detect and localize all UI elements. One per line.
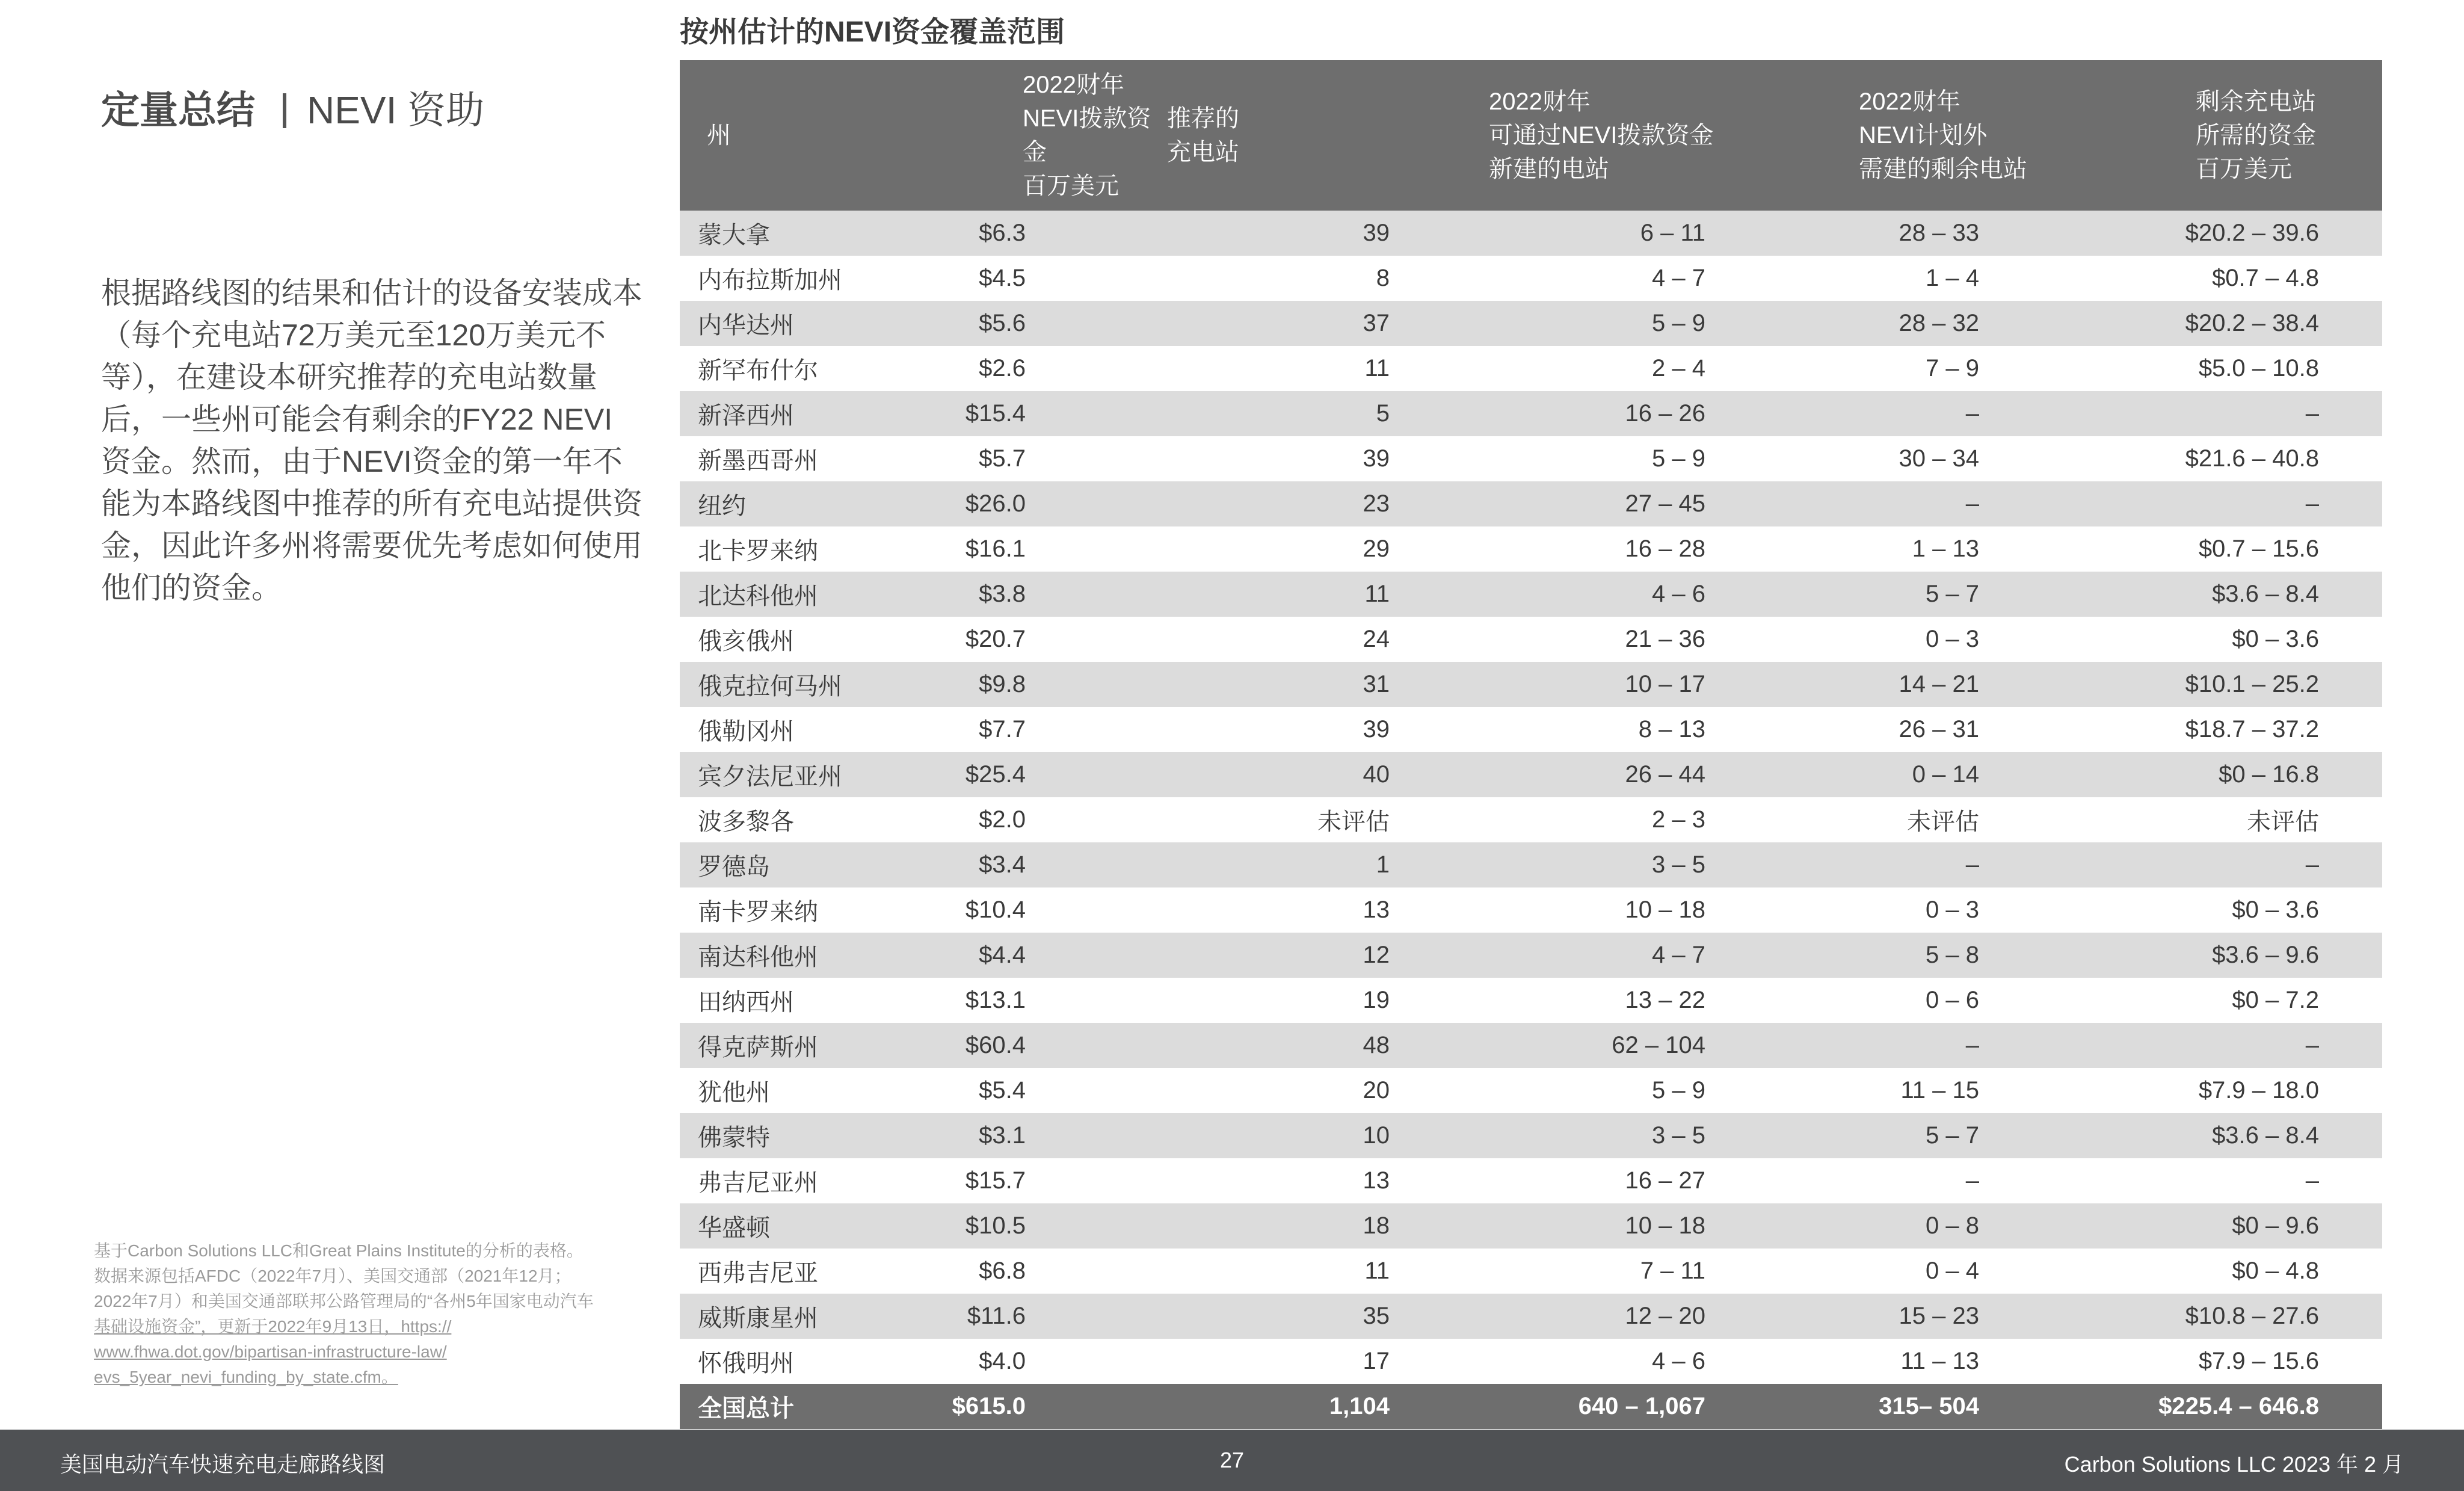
state-cell: 俄亥俄州: [698, 628, 794, 655]
state-cell: 新罕布什尔: [698, 357, 818, 384]
section-title: [101, 79, 484, 135]
table-row: [680, 1294, 2382, 1339]
stations-cell: 19: [1363, 987, 1390, 1013]
table-row: [680, 301, 2382, 346]
remaining-cell: –: [1965, 490, 1979, 517]
stations-cell: 17: [1363, 1348, 1390, 1374]
new-stations-cell: 16 – 28: [1625, 536, 1705, 562]
footer-publisher-date: Carbon Solutions LLC 2023 年 2 月: [2064, 1452, 2404, 1477]
table-row: [680, 481, 2382, 526]
needed-funds-cell: –: [2305, 1167, 2319, 1194]
table-row: [680, 842, 2382, 887]
stations-cell: 13: [1363, 1167, 1390, 1194]
footnote-line: 基础设施资金”，更新于2022年9月13日，https://: [94, 1317, 452, 1336]
fund-cell: $3.4: [979, 851, 1026, 878]
stations-cell: 24: [1363, 626, 1390, 652]
header-line: 2022财年: [1489, 88, 1591, 115]
new-stations-cell: 5 – 9: [1652, 1077, 1705, 1104]
stations-cell: 29: [1363, 536, 1390, 562]
new-stations-cell: 4 – 6: [1652, 1348, 1705, 1374]
new-stations-cell: 5 – 9: [1652, 445, 1705, 472]
fund-cell: $15.4: [965, 400, 1026, 427]
state-cell: 内布拉斯加州: [698, 267, 842, 294]
remaining-cell: 5 – 7: [1926, 1122, 1979, 1149]
needed-funds-cell: –: [2305, 851, 2319, 878]
fund-cell: $11.6: [967, 1303, 1026, 1329]
header-line: 百万美元: [2196, 156, 2292, 182]
remaining-cell: 1 – 13: [1912, 536, 1979, 562]
fund-cell: $9.8: [979, 671, 1026, 697]
state-cell: 俄勒冈州: [698, 718, 794, 745]
stations-cell: 11: [1364, 355, 1390, 381]
fund-cell: $20.7: [965, 626, 1026, 652]
stations-cell: 39: [1363, 716, 1390, 742]
needed-funds-cell: –: [2305, 400, 2319, 427]
stations-cell: 35: [1363, 1303, 1390, 1329]
new-stations-cell: 2 – 4: [1652, 355, 1705, 381]
stations-cell: 未评估: [1317, 809, 1390, 835]
footnote-link[interactable]: evs_5year_nevi_funding_by_state.cfm。: [94, 1368, 398, 1386]
fund-cell: $25.4: [965, 761, 1026, 788]
state-cell: 华盛顿: [698, 1215, 770, 1241]
source-footnote: [94, 1238, 647, 1390]
total-stations: 1,104: [1329, 1393, 1390, 1419]
state-cell: 北卡罗来纳: [698, 538, 818, 564]
state-cell: 威斯康星州: [698, 1305, 818, 1332]
needed-funds-cell: –: [2305, 1032, 2319, 1058]
needed-funds-cell: $0 – 16.8: [2219, 761, 2319, 788]
needed-funds-cell: $0 – 3.6: [2232, 626, 2319, 652]
remaining-cell: 0 – 8: [1926, 1212, 1979, 1239]
table-row: [680, 1113, 2382, 1158]
state-cell: 俄克拉何马州: [698, 673, 842, 700]
new-stations-cell: 5 – 9: [1652, 310, 1705, 336]
needed-funds-cell: $5.0 – 10.8: [2198, 355, 2319, 381]
table-row: [680, 436, 2382, 481]
table-row: [680, 752, 2382, 797]
stations-cell: 39: [1363, 220, 1390, 246]
new-stations-cell: 10 – 17: [1625, 671, 1705, 697]
table-row: [680, 346, 2382, 391]
header-line: NEVI计划外: [1859, 122, 1988, 149]
table-row: [680, 662, 2382, 707]
state-cell: 新泽西州: [698, 403, 794, 429]
header-line: 所需的资金: [2196, 122, 2316, 149]
stations-cell: 11: [1364, 581, 1390, 607]
needed-funds-cell: $10.8 – 27.6: [2185, 1303, 2319, 1329]
new-stations-cell: 13 – 22: [1625, 987, 1705, 1013]
needed-funds-cell: $0 – 7.2: [2232, 987, 2319, 1013]
state-cell: 怀俄明州: [698, 1350, 794, 1377]
fund-cell: $13.1: [965, 987, 1026, 1013]
remaining-cell: –: [1965, 1032, 1979, 1058]
remaining-cell: 11 – 13: [1900, 1348, 1979, 1374]
new-stations-cell: 10 – 18: [1625, 897, 1705, 923]
table-header-row: [680, 60, 2382, 211]
table-row: [680, 887, 2382, 933]
remaining-cell: –: [1965, 851, 1979, 878]
remaining-cell: 5 – 7: [1926, 581, 1979, 607]
total-label: 全国总计: [698, 1395, 794, 1422]
remaining-cell: 0 – 14: [1912, 761, 1979, 788]
remaining-cell: 11 – 15: [1900, 1077, 1979, 1104]
fund-cell: $2.6: [979, 355, 1026, 381]
needed-funds-cell: $0 – 3.6: [2232, 897, 2319, 923]
stations-cell: 39: [1363, 445, 1390, 472]
needed-funds-cell: $0.7 – 4.8: [2212, 265, 2319, 291]
state-cell: 弗吉尼亚州: [698, 1170, 818, 1196]
state-cell: 新墨西哥州: [698, 448, 818, 474]
new-stations-cell: 4 – 7: [1652, 265, 1705, 291]
stations-cell: 23: [1363, 490, 1390, 517]
new-stations-cell: 10 – 18: [1625, 1212, 1705, 1239]
remaining-cell: 0 – 3: [1926, 626, 1979, 652]
table-title: 按州估计的NEVI资金覆盖范围: [680, 16, 1065, 48]
needed-funds-cell: $3.6 – 8.4: [2212, 581, 2319, 607]
remaining-cell: 15 – 23: [1899, 1303, 1979, 1329]
state-cell: 内华达州: [698, 312, 794, 339]
footnote-line: 基于Carbon Solutions LLC和Great Plains Institute的分析的表格。: [94, 1241, 584, 1260]
needed-funds-cell: $7.9 – 15.6: [2198, 1348, 2319, 1374]
new-stations-cell: 8 – 13: [1638, 716, 1705, 742]
state-cell: 纽约: [698, 493, 746, 519]
stations-cell: 31: [1363, 671, 1390, 697]
new-stations-cell: 4 – 6: [1652, 581, 1705, 607]
table-row: [680, 1203, 2382, 1249]
table-row: [680, 707, 2382, 752]
table-row: [680, 211, 2382, 256]
fund-cell: $10.4: [965, 897, 1026, 923]
needed-funds-cell: $0.7 – 15.6: [2198, 536, 2319, 562]
fund-cell: $60.4: [965, 1032, 1026, 1058]
state-cell: 得克萨斯州: [698, 1034, 818, 1061]
section-title-bold: 定量总结: [101, 88, 255, 132]
section-title-subtitle: NEVI 资助: [307, 88, 485, 132]
state-cell: 南卡罗来纳: [698, 899, 818, 925]
remaining-cell: 28 – 33: [1899, 220, 1979, 246]
remaining-cell: 0 – 6: [1926, 987, 1979, 1013]
fund-cell: $6.3: [979, 220, 1026, 246]
needed-funds-cell: $0 – 9.6: [2232, 1212, 2319, 1239]
header-remaining-stations: [1739, 60, 2081, 211]
fund-cell: $10.5: [965, 1212, 1026, 1239]
new-stations-cell: 7 – 11: [1640, 1258, 1705, 1284]
new-stations-cell: 27 – 45: [1625, 490, 1705, 517]
remaining-cell: –: [1965, 400, 1979, 427]
table-row: [680, 797, 2382, 842]
remaining-cell: 30 – 34: [1899, 445, 1979, 472]
stations-cell: 1: [1376, 851, 1390, 878]
header-needed-funds: [2081, 60, 2382, 211]
nevi-funding-table: [680, 60, 2382, 1429]
needed-funds-cell: $18.7 – 37.2: [2185, 716, 2319, 742]
needed-funds-cell: $20.2 – 39.6: [2185, 220, 2319, 246]
remaining-cell: 0 – 4: [1926, 1258, 1979, 1284]
new-stations-cell: 3 – 5: [1652, 1122, 1705, 1149]
needed-funds-cell: $3.6 – 9.6: [2212, 942, 2319, 968]
header-state: 州: [707, 122, 731, 149]
fund-cell: $16.1: [965, 536, 1026, 562]
fund-cell: $4.5: [979, 265, 1026, 291]
stations-cell: 13: [1363, 897, 1390, 923]
header-line: 推荐的: [1167, 105, 1239, 132]
stations-cell: 5: [1376, 400, 1390, 427]
new-stations-cell: 26 – 44: [1625, 761, 1705, 788]
remaining-cell: 26 – 31: [1899, 716, 1979, 742]
fund-cell: $15.7: [965, 1167, 1026, 1194]
fund-cell: $3.1: [979, 1122, 1026, 1149]
fund-cell: $4.0: [979, 1348, 1026, 1374]
state-cell: 蒙大拿: [698, 222, 770, 248]
stations-cell: 48: [1363, 1032, 1390, 1058]
header-line: NEVI拨款资金: [1023, 105, 1151, 165]
needed-funds-cell: 未评估: [2247, 809, 2319, 835]
needed-funds-cell: $10.1 – 25.2: [2185, 671, 2319, 697]
table-row: [680, 391, 2382, 436]
remaining-cell: 28 – 32: [1899, 310, 1979, 336]
fund-cell: $26.0: [965, 490, 1026, 517]
remaining-cell: –: [1965, 1167, 1979, 1194]
header-line: 需建的剩余电站: [1859, 156, 2027, 182]
state-cell: 北达科他州: [698, 583, 818, 610]
table-row: [680, 256, 2382, 301]
remaining-cell: 7 – 9: [1926, 355, 1979, 381]
state-cell: 罗德岛: [698, 854, 770, 880]
table-row: [680, 526, 2382, 572]
state-cell: 田纳西州: [698, 989, 794, 1016]
table-row: [680, 978, 2382, 1023]
total-remaining: 315– 504: [1879, 1393, 1979, 1419]
header-line: 可通过NEVI拨款资金: [1489, 122, 1714, 149]
footnote-line: 2022年7月）和美国交通部联邦公路管理局的“各州5年国家电动汽车: [94, 1292, 594, 1310]
stations-cell: 40: [1363, 761, 1390, 788]
new-stations-cell: 3 – 5: [1652, 851, 1705, 878]
state-cell: 西弗吉尼亚: [698, 1260, 818, 1286]
needed-funds-cell: $21.6 – 40.8: [2185, 445, 2319, 472]
table-row: [680, 617, 2382, 662]
footnote-line: 数据来源包括AFDC（2022年7月）、美国交通部（2021年12月；: [94, 1267, 571, 1285]
stations-cell: 18: [1363, 1212, 1390, 1239]
table-total-row: [680, 1384, 2382, 1429]
fund-cell: $5.4: [979, 1077, 1026, 1104]
needed-funds-cell: $7.9 – 18.0: [2198, 1077, 2319, 1104]
footer-doc-title: 美国电动汽车快速充电走廊路线图: [60, 1452, 386, 1477]
remaining-cell: 未评估: [1907, 809, 1979, 835]
remaining-cell: 0 – 3: [1926, 897, 1979, 923]
title-divider: [283, 93, 286, 128]
state-cell: 波多黎各: [698, 809, 794, 835]
remaining-cell: 1 – 4: [1926, 265, 1979, 291]
total-needed: $225.4 – 646.8: [2158, 1393, 2319, 1419]
new-stations-cell: 21 – 36: [1625, 626, 1705, 652]
new-stations-cell: 2 – 3: [1652, 806, 1705, 833]
fund-cell: $3.8: [979, 581, 1026, 607]
stations-cell: 8: [1376, 265, 1390, 291]
new-stations-cell: 12 – 20: [1625, 1303, 1705, 1329]
header-line: 2022财年: [1859, 88, 1960, 115]
stations-cell: 37: [1363, 310, 1390, 336]
page-number: 27: [1220, 1448, 1245, 1472]
header-fund: [920, 60, 1155, 211]
total-new: 640 – 1,067: [1578, 1393, 1705, 1419]
header-line: 百万美元: [1023, 173, 1119, 199]
header-line: 2022财年: [1023, 72, 1124, 98]
header-new-stations: [1447, 60, 1739, 211]
fund-cell: $5.7: [979, 445, 1026, 472]
fund-cell: $5.6: [979, 310, 1026, 336]
new-stations-cell: 16 – 27: [1625, 1167, 1705, 1194]
footnote-link[interactable]: www.fhwa.dot.gov/bipartisan-infrastructure-law/: [94, 1342, 447, 1361]
needed-funds-cell: –: [2305, 490, 2319, 517]
state-cell: 南达科他州: [698, 944, 818, 971]
total-fund: $615.0: [952, 1393, 1026, 1419]
remaining-cell: 5 – 8: [1926, 942, 1979, 968]
fund-cell: $2.0: [979, 806, 1026, 833]
stations-cell: 11: [1364, 1258, 1390, 1284]
table-row: [680, 933, 2382, 978]
needed-funds-cell: $0 – 4.8: [2232, 1258, 2319, 1284]
stations-cell: 12: [1363, 942, 1390, 968]
needed-funds-cell: $3.6 – 8.4: [2212, 1122, 2319, 1149]
new-stations-cell: 4 – 7: [1652, 942, 1705, 968]
state-cell: 佛蒙特: [698, 1125, 770, 1151]
header-stations: [1155, 60, 1447, 211]
page-footer: [0, 1430, 2464, 1491]
table-row: [680, 1068, 2382, 1113]
header-line: 剩余充电站: [2196, 88, 2316, 115]
stations-cell: 10: [1363, 1122, 1390, 1149]
table-row: [680, 1339, 2382, 1384]
state-cell: 犹他州: [698, 1079, 770, 1106]
new-stations-cell: 6 – 11: [1640, 220, 1705, 246]
header-line: 充电站: [1167, 139, 1239, 165]
state-cell: 宾夕法尼亚州: [698, 764, 842, 790]
remaining-cell: 14 – 21: [1899, 671, 1979, 697]
fund-cell: $4.4: [979, 942, 1026, 968]
fund-cell: $6.8: [979, 1258, 1026, 1284]
table-row: [680, 1023, 2382, 1068]
fund-cell: $7.7: [979, 716, 1026, 742]
needed-funds-cell: $20.2 – 38.4: [2185, 310, 2319, 336]
new-stations-cell: 62 – 104: [1612, 1032, 1705, 1058]
header-line: 新建的电站: [1489, 156, 1609, 182]
new-stations-cell: 16 – 26: [1625, 400, 1705, 427]
stations-cell: 20: [1363, 1077, 1390, 1104]
table-row: [680, 1158, 2382, 1203]
table-row: [680, 1249, 2382, 1294]
summary-paragraph: 根据路线图的结果和估计的设备安装成本（每个充电站72万美元至120万美元不等），在建设本研究推荐的充电站数量后，一些州可能会有剩余的FY22 NEVI资金。然而，由于NEVI资金的第一年不能为本路线图中推荐的所有充电站提供资金，因此许多州将需要优先考虑如何使用他们的资金。: [101, 276, 642, 605]
table-row: [680, 572, 2382, 617]
